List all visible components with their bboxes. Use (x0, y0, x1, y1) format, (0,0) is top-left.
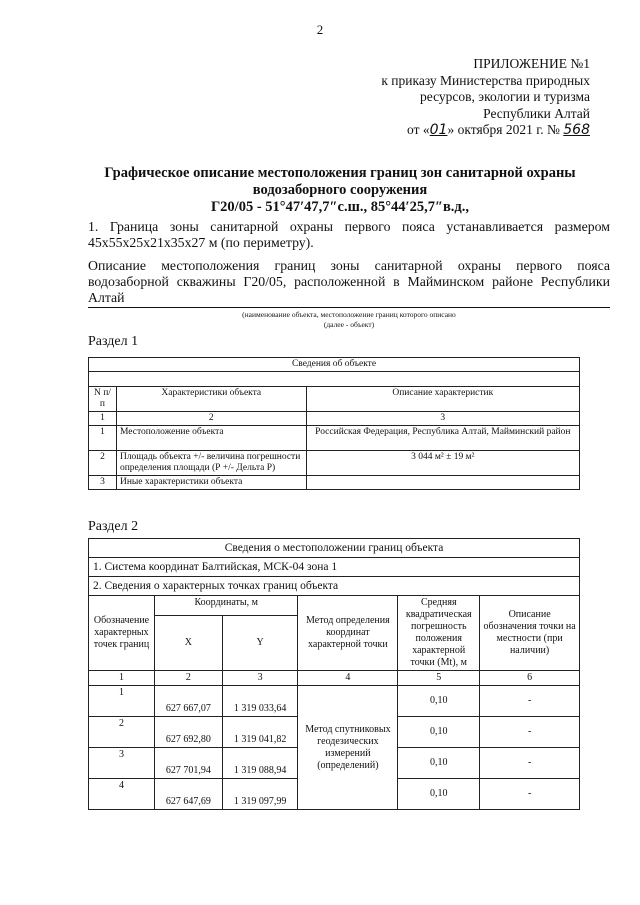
point-x: 627 667,07 (154, 686, 222, 717)
row-characteristic: Иные характеристики объекта (116, 476, 306, 490)
point-id: 3 (89, 748, 155, 779)
document-title (60, 165, 620, 216)
section-2-label: Раздел 2 (88, 519, 139, 534)
index-cell: 5 (398, 671, 480, 686)
header-description: Описание характеристик (306, 387, 579, 412)
point-y: 1 319 041,82 (222, 717, 298, 748)
underline-rule (88, 307, 610, 308)
point-description: - (480, 686, 580, 717)
order-number: 568 (563, 122, 590, 138)
row-number: 3 (89, 476, 117, 490)
points-info-line: 2. Сведения о характерных точках границ объекта (89, 577, 580, 596)
point-description: - (480, 779, 580, 810)
index-cell: 1 (89, 412, 117, 426)
title-line-2: водозаборного сооружения (252, 182, 428, 198)
point-id: 1 (89, 686, 155, 717)
date-prefix: от « (407, 122, 430, 137)
object-info-spacer (89, 372, 580, 387)
appendix-ministry-line: ресурсов, экологии и туризма (420, 89, 590, 104)
point-y: 1 319 088,94 (222, 748, 298, 779)
header-number: N п/п (89, 387, 117, 412)
index-cell: 2 (116, 412, 306, 426)
row-description (306, 476, 579, 490)
point-accuracy: 0,10 (398, 717, 480, 748)
index-cell: 3 (306, 412, 579, 426)
header-coordinates: Координаты, м (154, 596, 298, 616)
index-cell: 4 (298, 671, 398, 686)
header-method: Метод определения координат характерной точки (298, 596, 398, 671)
point-id: 4 (89, 779, 155, 810)
header-characteristic: Характеристики объекта (116, 387, 306, 412)
object-info-title: Сведения об объекте (89, 358, 580, 372)
paragraph-boundary-size: 1. Граница зоны санитарной охраны первого пояса устанавливается размером 45х55х25х21х35х27 м (по периметру). (88, 219, 610, 250)
point-x: 627 647,69 (154, 779, 222, 810)
point-description: - (480, 717, 580, 748)
title-line-3: Г20/05 - 51°47′47,7″с.ш., 85°44′25,7″в.д., (210, 199, 470, 215)
point-y: 1 319 097,99 (222, 779, 298, 810)
caption-object-short: (далее - объект) (323, 320, 375, 329)
header-y: Y (222, 616, 298, 671)
index-cell: 1 (89, 671, 155, 686)
point-accuracy: 0,10 (398, 779, 480, 810)
row-characteristic: Площадь объекта +/- величина погрешности определения площади (Р +/- Дельта Р) (116, 451, 306, 476)
header-accuracy: Средняя квадратическая погрешность положения характерной точки (Mt), м (398, 596, 480, 671)
header-x: X (154, 616, 222, 671)
point-x: 627 701,94 (154, 748, 222, 779)
header-point-designation: Обозначение характерных точек границ (89, 596, 155, 671)
appendix-order-line: к приказу Министерства природных (381, 72, 590, 88)
method-value: Метод спутниковых геодезических измерений (определений) (298, 686, 398, 810)
point-description: - (480, 748, 580, 779)
appendix-date-line (330, 122, 590, 139)
page-number: 2 (316, 22, 324, 37)
row-characteristic: Местоположение объекта (116, 426, 306, 451)
point-id: 2 (89, 717, 155, 748)
appendix-header (330, 56, 590, 139)
index-cell: 3 (222, 671, 298, 686)
row-description: 3 044 м² ± 19 м² (306, 451, 579, 476)
table-row (89, 426, 580, 451)
object-info-table (88, 357, 580, 490)
caption-object-name: (наименование объекта, местоположение границ которого описано (242, 310, 456, 319)
boundary-points-table (88, 538, 580, 810)
appendix-republic-line: Республики Алтай (483, 105, 590, 121)
table-row (89, 476, 580, 490)
point-x: 627 692,80 (154, 717, 222, 748)
date-suffix: » октября 2021 г. № (447, 122, 560, 137)
coordinate-system-line: 1. Система координат Балтийская, МСК-04 зона 1 (89, 558, 580, 577)
point-accuracy: 0,10 (398, 686, 480, 717)
table-row (89, 686, 580, 717)
row-number: 1 (89, 426, 117, 451)
appendix-title: ПРИЛОЖЕНИЕ №1 (473, 56, 590, 71)
index-cell: 2 (154, 671, 222, 686)
table-row (89, 451, 580, 476)
header-point-description: Описание обозначения точки на местности (при наличии) (480, 596, 580, 671)
paragraph-location-description: Описание местоположения границ зоны санитарной охраны первого пояса водозаборной скважины Г20/05, расположенной в Майминском районе Республики Алтай (88, 258, 610, 305)
point-y: 1 319 033,64 (222, 686, 298, 717)
row-description: Российская Федерация, Республика Алтай, Майминский район (306, 426, 579, 451)
row-number: 2 (89, 451, 117, 476)
point-accuracy: 0,10 (398, 748, 480, 779)
index-cell: 6 (480, 671, 580, 686)
points-table-title: Сведения о местоположении границ объекта (89, 539, 580, 558)
date-day: 01 (429, 122, 448, 138)
title-line-1: Графическое описание местоположения границ зон санитарной охраны (104, 165, 576, 181)
section-1-label: Раздел 1 (88, 334, 139, 349)
